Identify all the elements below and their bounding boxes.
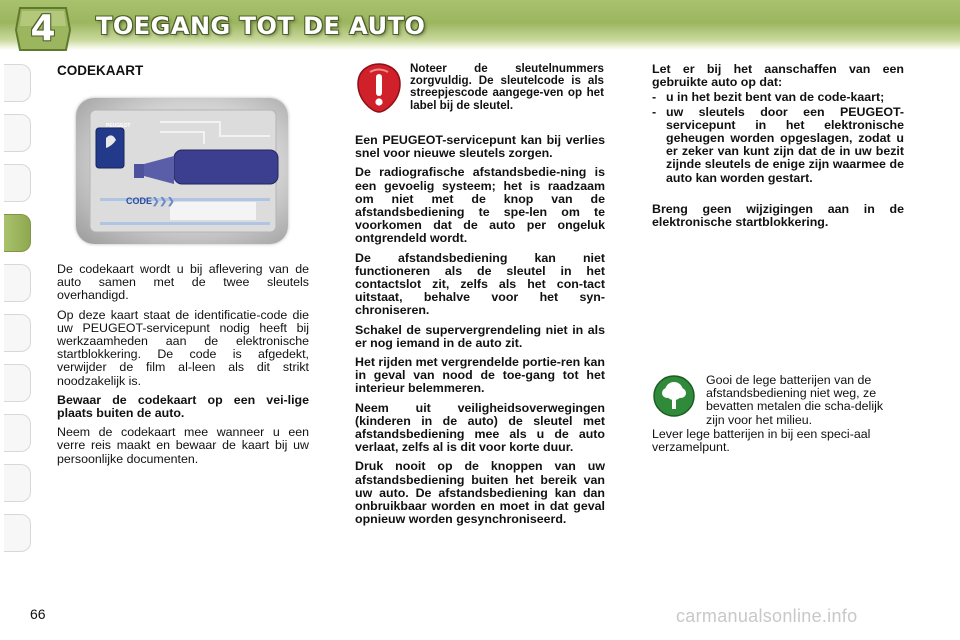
list-item: - u in het bezit bent van de code-kaart; [652,90,885,105]
warning-note [410,63,604,118]
right-column [652,63,904,235]
chapter-tab-9[interactable] [4,464,31,502]
paragraph-identification: Op deze kaart staat de identificatie-code die uw PEUGEOT-servicepunt nodig heeft bij werkzaamheden aan de elektronische startblokkering. De code is afgedekt, verwijder de film al-leen als dit strikt noodzakelijk is. [57,307,309,388]
left-column [57,263,309,472]
middle-column [355,134,605,532]
page-title: TOEGANG TOT DE AUTO [96,12,426,40]
chapter-number: 4 [30,8,56,49]
eco-note-text: Gooi de lege batterijen van de afstandsbediening niet weg, ze bevatten metalen die scha-delijk zijn voor het milieu. [706,373,884,427]
warning-note-text: Noteer de sleutelnummers zorgvuldig. De sleutelcode is als streepjescode aangege-ven op het label bij de sleutel. [410,62,604,112]
chapter-tab-10[interactable] [4,514,31,552]
eco-followup [652,428,904,460]
paragraph-delivery: De codekaart wordt u bij aflevering van de auto samen met de twee sleutels overhandigd. [57,262,309,303]
paragraph-locked-doors: Het rijden met vergrendelde portie-ren kan in geval van nood de toe-gang tot het interieur belemmeren. [355,355,605,396]
used-car-intro: Let er bij het aanschaffen van een gebruikte auto op dat: [652,62,904,90]
list-item: - uw sleutels door een PEUGEOT-servicepunt in het elektronische geheugen worden opgeslagen, zodat u er zeker van kunt zijn dat de in uw bezit zijnde sleutels de enige zijn waarmee de auto kan worden gestart. [652,104,904,185]
paragraph-store-safely: Bewaar de codekaart op een vei-lige plaats buiten de auto. [57,392,309,421]
chapter-tab-1[interactable] [4,64,31,102]
code-card-drawing [76,98,288,244]
page-number: 66 [30,606,46,622]
chapter-tab-3[interactable] [4,164,31,202]
immobiliser-warning: Breng geen wijzigingen aan in de elektronische startblokkering. [652,201,904,230]
chapter-tab-6[interactable] [4,314,31,352]
chapter-tabs [0,64,34,584]
page-header [0,0,960,50]
eco-note [706,374,904,433]
paragraph-children-safety: Neem uit veiligheidsoverwegingen (kinderen in de auto) de sleutel met afstandsbediening mee als u de auto verlaat, zelfs al is dit voor korte duur. [355,400,605,455]
chapter-tab-4-active[interactable] [4,214,31,252]
chapter-tab-5[interactable] [4,264,31,302]
paragraph-travel: Neem de codekaart mee wanneer u een verre reis maakt en bewaar de kaart bij uw persoonlijke documenten. [57,425,309,466]
section-heading: CODEKAART [57,63,144,78]
paragraph-lost-keys: Een PEUGEOT-servicepunt kan bij verlies snel voor nieuwe sleutels zorgen. [355,133,605,161]
warning-icon [356,62,402,114]
paragraph-out-of-range: Druk nooit op de knoppen van uw afstandsbediening buiten het bereik van uw auto. De afstandsbediening kan dan onbruikbaar worden en moet in dat geval opnieuw worden gesynchroniseerd. [355,459,605,527]
paragraph-remote-sensitive: De radiografische afstandsbedie-ning is een gevoelig systeem; het is raadzaam om niet met de knop van de afstandsbediening te spe-len om te voorkomen dat de auto per ongeluk ontgrendeld wordt. [355,165,605,246]
eco-followup-text: Lever lege batterijen in bij een speci-aal verzamelpunt. [652,427,871,455]
paragraph-ignition: De afstandsbediening kan niet functioneren als de sleutel in het contactslot zit, zelfs als het con-tact uitstaat, behalve voor het syn-chroniseren. [355,250,605,318]
card-code-label: CODE❯❯❯ [126,196,175,206]
code-card-illustration [76,98,288,244]
chapter-tab-8[interactable] [4,414,31,452]
environment-tree-icon [652,374,696,418]
chapter-tab-2[interactable] [4,114,31,152]
chapter-tab-7[interactable] [4,364,31,402]
paragraph-deadlock: Schakel de supervergrendeling niet in als er nog iemand in de auto zit. [355,322,605,350]
card-brand: PEUGEOT [106,123,131,129]
watermark: carmanualsonline.info [676,606,858,626]
